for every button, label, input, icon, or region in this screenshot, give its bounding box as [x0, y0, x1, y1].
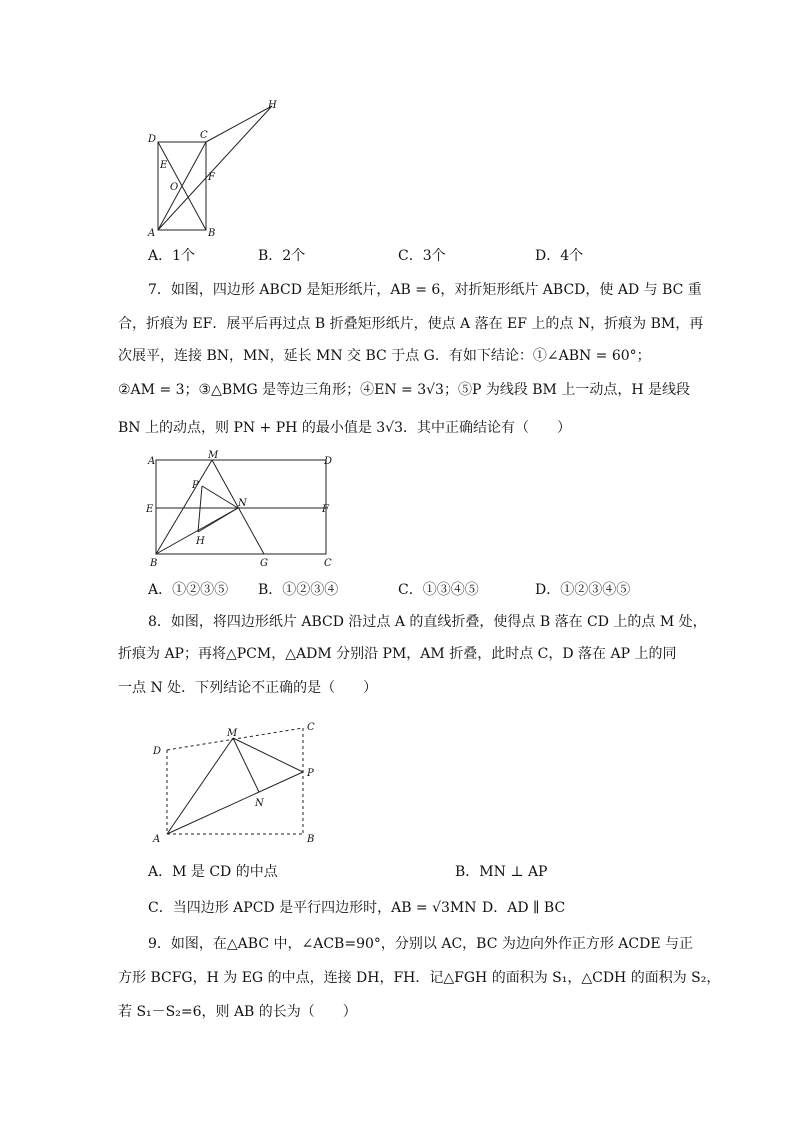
- q6-figure: [140, 98, 290, 240]
- label: H: [196, 536, 205, 547]
- label: H: [268, 100, 277, 111]
- label: B: [307, 834, 315, 845]
- label: N: [255, 798, 264, 809]
- label: B: [208, 228, 216, 239]
- q7-option-b: B．①②③④: [258, 582, 339, 598]
- label: B: [150, 558, 158, 569]
- line-mn: [233, 738, 259, 792]
- q8-line-3: 一点 N 处．下列结论不正确的是（ ）: [118, 680, 378, 696]
- line-ph: [198, 486, 202, 532]
- q7-option-d: D．①②③④⑤: [535, 582, 631, 598]
- label: P: [307, 768, 314, 779]
- label: F: [322, 504, 329, 515]
- q6-option-c: C．3个: [398, 248, 446, 264]
- label: N: [238, 498, 247, 509]
- line-hb: [198, 508, 238, 532]
- label: A: [148, 228, 156, 239]
- label: A: [153, 834, 161, 845]
- line-ap: [167, 772, 303, 834]
- q7-option-a: A．①②③⑤: [148, 582, 229, 598]
- q7-line-4: ②AM = 3；③△BMG 是等边三角形；④EN = 3√3；⑤P 为线段 BM 上一动点，H 是线段: [118, 382, 690, 398]
- line-mp: [233, 738, 303, 772]
- label: G: [260, 558, 268, 569]
- label: P: [192, 480, 199, 491]
- q8-option-a: A．M 是 CD 的中点: [148, 864, 278, 880]
- q9-line-3: 若 S₁－S₂=6，则 AB 的长为（ ）: [118, 1004, 357, 1020]
- label: C: [200, 130, 208, 141]
- q7-line-3: 次展平，连接 BN，MN，延长 MN 交 BC 于点 G．有如下结论：①∠ABN = 60°；: [118, 348, 651, 364]
- label: A: [148, 456, 156, 467]
- q8-option-d: D．AD ∥ BC: [482, 900, 566, 916]
- label: E: [160, 160, 168, 171]
- q9-line-2: 方形 BCFG，H 为 EG 的中点，连接 DH，FH．记△FGH 的面积为 S₁，△CDH 的面积为 S₂，: [118, 970, 721, 986]
- label: F: [208, 172, 215, 183]
- label: E: [146, 504, 154, 515]
- label: O: [170, 182, 179, 193]
- q6-option-b: B．2个: [258, 248, 306, 264]
- q9-line-1: 9．如图，在△ABC 中，∠ACB=90°，分别以 AC，BC 为边向外作正方形 ACDE 与正: [148, 936, 694, 952]
- label: M: [208, 450, 219, 461]
- label: D: [148, 134, 157, 145]
- q8-figure: [145, 716, 330, 846]
- line-am: [167, 738, 233, 834]
- line-ah: [158, 106, 272, 230]
- label: D: [153, 746, 162, 757]
- label: C: [324, 558, 332, 569]
- line-ch: [206, 106, 272, 142]
- label: M: [227, 728, 238, 739]
- label: D: [324, 456, 333, 467]
- q7-line-2: 合，折痕为 EF．展平后再过点 B 折叠矩形纸片，使点 A 落在 EF 上的点 N，折痕为 BM，再: [118, 316, 704, 332]
- q6-option-d: D．4个: [535, 248, 584, 264]
- q7-line-5: BN 上的动点，则 PN + PH 的最小值是 3√3．其中正确结论有（ ）: [118, 420, 572, 436]
- q8-option-c: C．当四边形 APCD 是平行四边形时，AB = √3MN: [148, 900, 477, 916]
- q8-option-b: B．MN ⊥ AP: [455, 864, 548, 880]
- q7-figure: [140, 448, 350, 572]
- label: C: [307, 722, 315, 733]
- q6-option-a: A．1个: [148, 248, 196, 264]
- q7-option-c: C．①③④⑤: [398, 582, 479, 598]
- q8-line-2: 折痕为 AP；再将△PCM，△ADM 分别沿 PM，AM 折叠，此时点 C，D 落在 AP 上的同: [118, 646, 677, 662]
- q7-line-1: 7．如图，四边形 ABCD 是矩形纸片，AB = 6，对折矩形纸片 ABCD，使 AD 与 BC 重: [148, 282, 702, 298]
- q8-line-1: 8．如图，将四边形纸片 ABCD 沿过点 A 的直线折叠，使得点 B 落在 CD 上的点 M 处，: [148, 614, 707, 630]
